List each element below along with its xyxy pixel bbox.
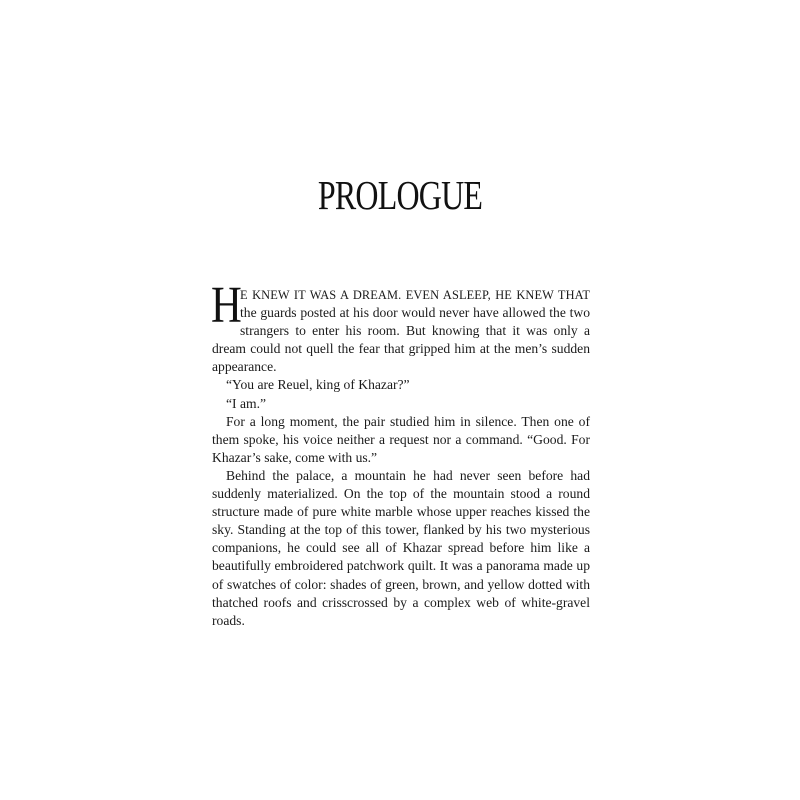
paragraph-dialogue-1: “You are Reuel, king of Khazar?”: [226, 377, 410, 393]
opening-paragraph: [211, 277, 590, 376]
chapter-title: PROLOGUE: [317, 172, 483, 218]
lead-in-small-caps: E KNEW IT WAS A DREAM. EVEN ASLEEP, HE KNEW THAT: [240, 288, 590, 302]
drop-cap: H: [211, 277, 242, 334]
body-text: [211, 277, 590, 630]
paragraph-3: For a long moment, the pair studied him in silence. Then one of them spoke, his voice neither a request nor a command. “Good. For Khazar’s sake, come with us.”: [212, 413, 590, 465]
opening-paragraph-text: the guards posted at his door would never have allowed the two strangers to enter his room. But knowing that it was only a dream could not quell the fear that gripped him at the men’s sudden appearance.: [212, 305, 590, 375]
paragraph-4: Behind the palace, a mountain he had never seen before had suddenly materialized. On the top of the mountain stood a round structure made of pure white marble whose upper reaches kissed the sky. Standing at the top of this tower, flanked by his two mysterious companions, he could see all of Khazar spread before him like a beautifully embroidered patchwork quilt. It was a panorama made up of swatches of color: shades of green, brown, and yellow dotted with thatched roofs and crisscrossed by a complex web of white-gravel roads.: [212, 467, 590, 628]
paragraph-dialogue-2: “I am.”: [226, 395, 266, 411]
